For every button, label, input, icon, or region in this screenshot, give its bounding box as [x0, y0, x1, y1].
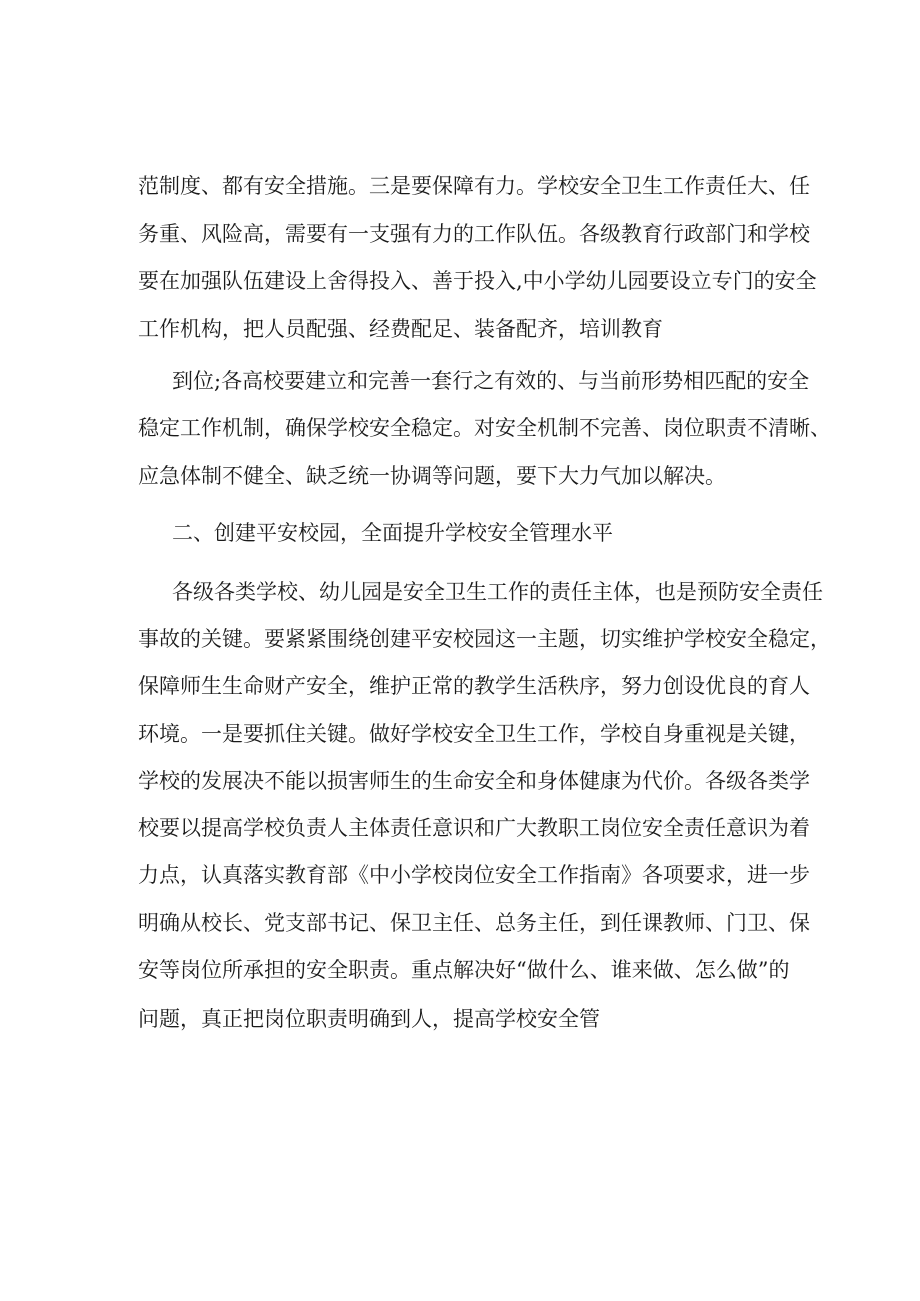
text-line: 务重、风险高，需要有一支强有力的工作队伍。各级教育行政部门和学校	[138, 222, 810, 246]
text-line: 学校的发展决不能以损害师生的生命安全和身体健康为代价。各级各类学	[138, 769, 810, 793]
text-line: 问题，真正把岗位职责明确到人，提高学校安全管	[138, 1007, 600, 1031]
text-line: 力点，认真落实教育部《中小学校岗位安全工作指南》各项要求，进一步	[138, 863, 810, 887]
text-line: 校要以提高学校负责人主体责任意识和广大教职工岗位安全责任意识为着	[138, 816, 810, 840]
text-line: 事故的关键。要紧紧围绕创建平安校园这一主题，切实维护学校安全稳定，	[138, 627, 831, 651]
text-line: 明确从校长、党支部书记、保卫主任、总务主任，到任课教师、门卫、保	[138, 911, 810, 935]
text-line: 工作机构，把人员配强、经费配足、装备配齐，培训教育	[138, 317, 663, 341]
text-line: 稳定工作机制，确保学校安全稳定。对安全机制不完善、岗位职责不清晰、	[138, 416, 831, 440]
text-line: 安等岗位所承担的安全职责。重点解决好“做什么、谁来做、怎么做”的	[138, 958, 790, 982]
paragraph-first-line: 各级各类学校、幼儿园是安全卫生工作的责任主体，也是预防安全责任	[172, 580, 823, 604]
paragraph-first-line: 到位;各高校要建立和完善一套行之有效的、与当前形势相匹配的安全	[172, 369, 810, 393]
text-line: 环境。一是要抓住关键。做好学校安全卫生工作，学校自身重视是关键，	[138, 722, 810, 746]
text-line: 保障师生生命财产安全，维护正常的教学生活秩序，努力创设优良的育人	[138, 674, 810, 698]
text-line: 范制度、都有安全措施。三是要保障有力。学校安全卫生工作责任大、任	[138, 174, 810, 198]
text-line: 应急体制不健全、缺乏统一协调等问题，要下大力气加以解决。	[138, 464, 726, 488]
section-heading: 二、创建平安校园，全面提升学校安全管理水平	[172, 521, 613, 545]
text-line: 要在加强队伍建设上舍得投入、善于投入,中小学幼儿园要设立专门的安全	[138, 269, 817, 293]
